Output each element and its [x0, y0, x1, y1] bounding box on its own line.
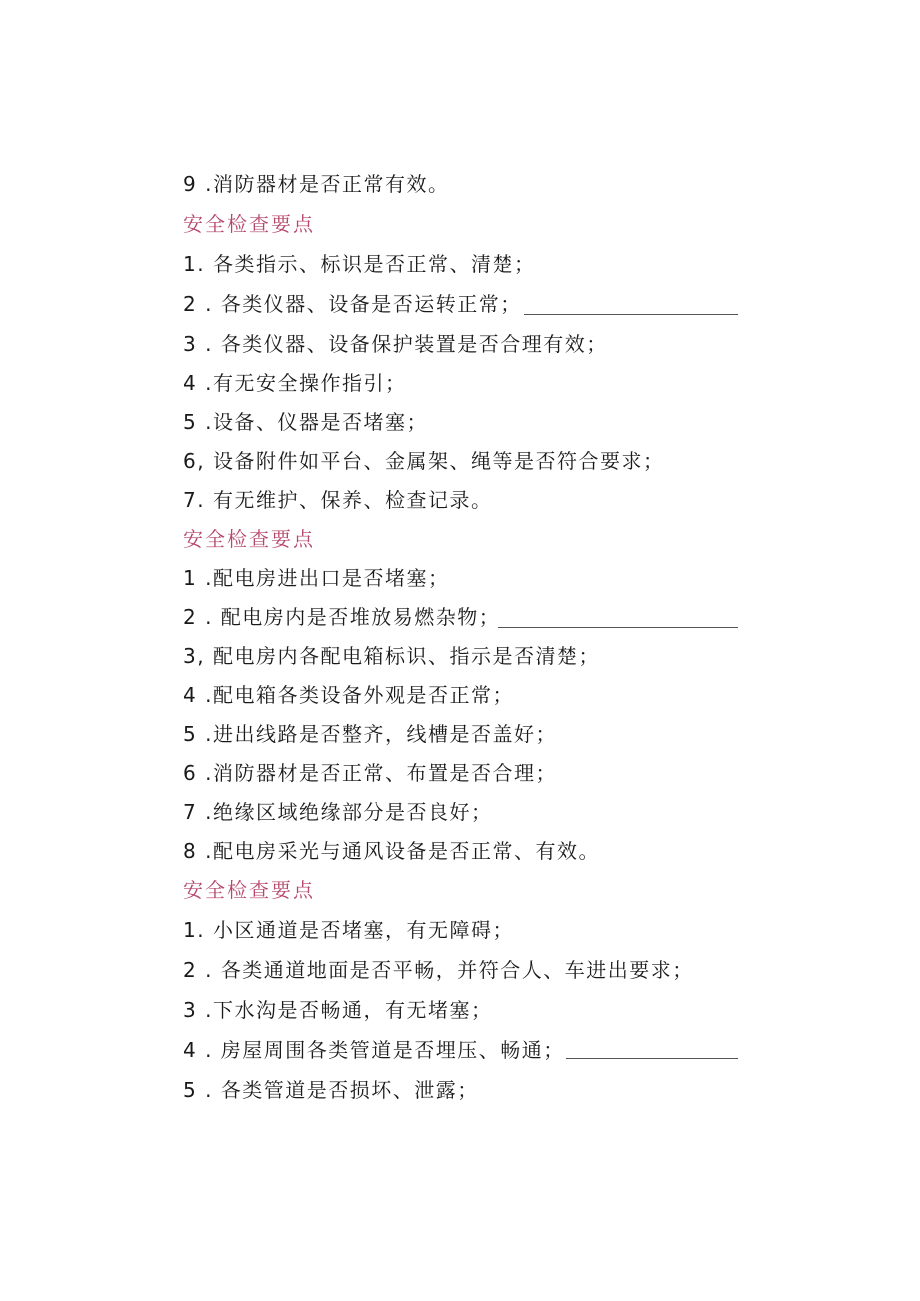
- list-item: 2 . 各类仪器、设备是否运转正常；: [183, 292, 522, 316]
- list-item: 5 .进出线路是否整齐，线槽是否盖好；: [183, 722, 557, 746]
- list-item: 3 .下水沟是否畅通，有无堵塞；: [183, 998, 493, 1022]
- section-heading: 安全检查要点: [183, 527, 315, 551]
- list-item: 5 .设备、仪器是否堵塞；: [183, 410, 428, 434]
- list-item: 4 .有无安全操作指引；: [183, 371, 407, 395]
- item-9-fire-equipment: 9 .消防器材是否正常有效。: [183, 172, 450, 196]
- list-item: 2 . 各类通道地面是否平畅，并符合人、车进出要求；: [183, 958, 694, 982]
- blank-underline: [524, 314, 738, 315]
- list-item: 7 .绝缘区域绝缘部分是否良好；: [183, 800, 493, 824]
- list-item: 6, 设备附件如平台、金属架、绳等是否符合要求；: [183, 449, 665, 473]
- list-item: 5 . 各类管道是否损坏、泄露；: [183, 1078, 479, 1102]
- list-item: 6 .消防器材是否正常、布置是否合理；: [183, 761, 557, 785]
- list-item: 2 . 配电房内是否堆放易燃杂物；: [183, 605, 501, 629]
- list-item: 4 .配电箱各类设备外观是否正常；: [183, 683, 514, 707]
- list-item: 3 . 各类仪器、设备保护装置是否合理有效；: [183, 332, 608, 356]
- section-heading: 安全检查要点: [183, 212, 315, 236]
- list-item: 8 .配电房采光与通风设备是否正常、有效。: [183, 839, 600, 863]
- list-item: 7. 有无维护、保养、检查记录。: [183, 488, 493, 512]
- list-item: 1. 各类指示、标识是否正常、清楚；: [183, 252, 536, 276]
- section-heading: 安全检查要点: [183, 878, 315, 902]
- list-item: 3, 配电房内各配电箱标识、指示是否清楚；: [183, 644, 600, 668]
- list-item: 4 . 房屋周围各类管道是否埋压、畅通；: [183, 1038, 565, 1062]
- list-item: 1. 小区通道是否堵塞，有无障碍；: [183, 918, 514, 942]
- list-item: 1 .配电房进出口是否堵塞；: [183, 566, 450, 590]
- blank-underline: [566, 1058, 738, 1059]
- blank-underline: [498, 627, 738, 628]
